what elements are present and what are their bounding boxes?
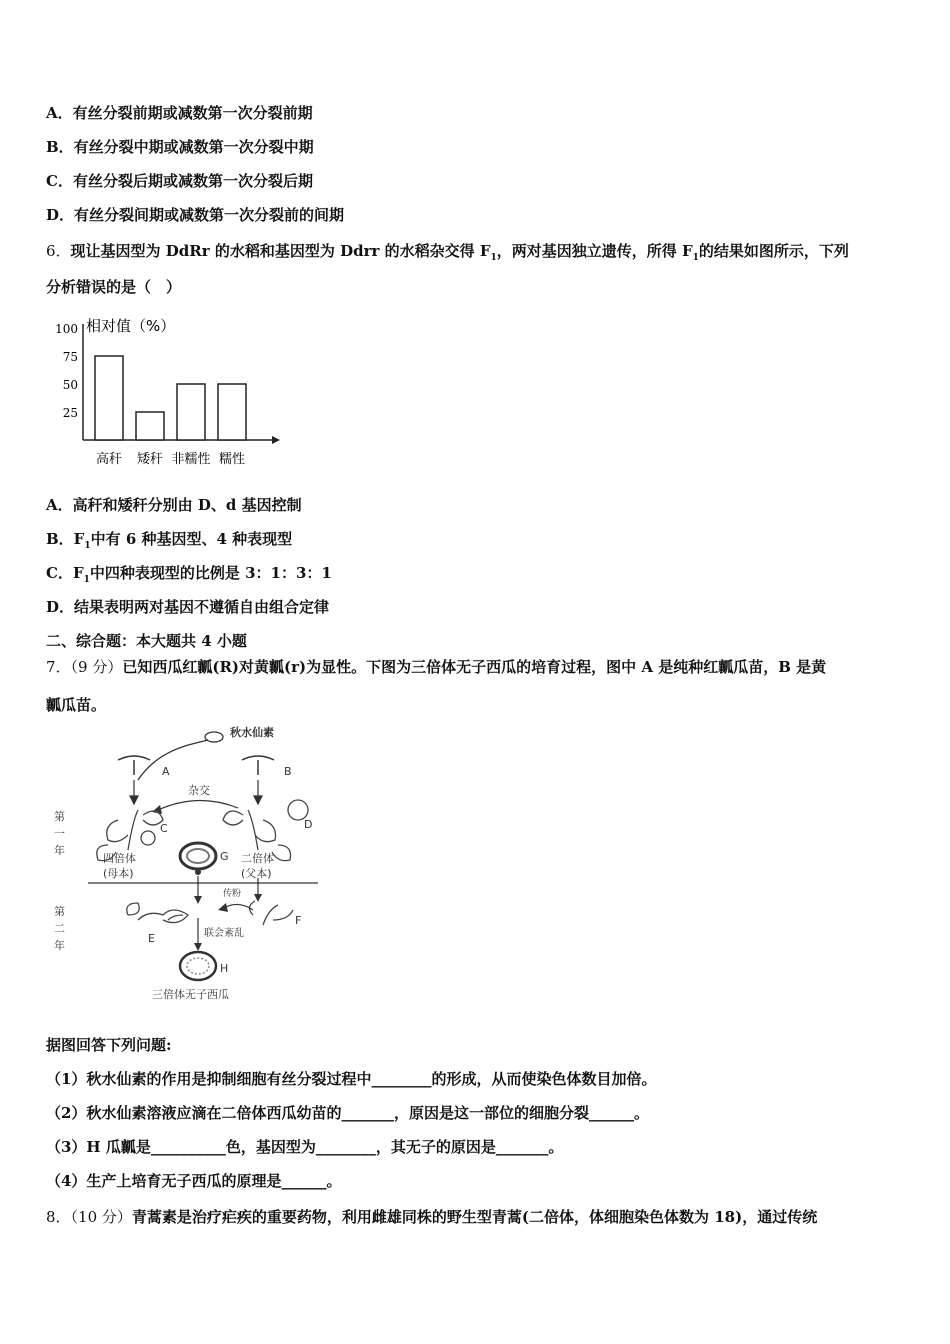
q6-stem-part-c: 的结果如图所示，下列 <box>698 242 849 260</box>
q6-number: 6． <box>46 242 71 260</box>
y-tick-label: 50 <box>62 378 78 392</box>
q7-item-1: （1）秋水仙素的作用是抑制细胞有丝分裂过程中________的形成，从而使染色体数目加倍。 <box>46 1070 657 1088</box>
q6-bar-chart <box>40 310 290 475</box>
q5-option-b: B．有丝分裂中期或减数第一次分裂中期 <box>46 138 314 156</box>
q7-score: （9 分） <box>70 658 123 676</box>
bar <box>136 412 164 440</box>
label-pollination: 传粉 <box>223 889 242 899</box>
label-mother: (母本) <box>103 867 134 880</box>
q5-option-c: C．有丝分裂后期或减数第一次分裂后期 <box>46 172 313 190</box>
label-a: A <box>162 765 170 778</box>
bar <box>95 356 123 440</box>
x-category-label: 糯性 <box>218 452 246 467</box>
x-axis-arrow-icon <box>272 436 280 444</box>
seedling-b-icon <box>242 756 274 775</box>
seedling-a-icon <box>118 756 150 775</box>
plant-f-icon <box>249 901 293 925</box>
pollination-arrow-icon <box>224 904 253 910</box>
label-cross: 杂交 <box>188 784 210 797</box>
q7-number: 7． <box>46 658 71 676</box>
q6-option-c-pre: C．F <box>46 564 84 582</box>
label-diploid: 二倍体 <box>241 852 274 865</box>
watermelon-h-icon <box>180 952 216 980</box>
q6-stem-line2: 分析错误的是（ ） <box>46 278 182 296</box>
label-b: B <box>284 765 292 778</box>
q6-stem-part-b: ，两对基因独立遗传，所得 F <box>496 242 693 260</box>
x-category-label: 矮秆 <box>136 452 164 467</box>
year2-label <box>54 905 65 952</box>
label-result: 三倍体无子西瓜 <box>152 988 229 1001</box>
label-f: F <box>295 914 302 927</box>
label-e: E <box>148 932 155 945</box>
year1-char: 年 <box>54 844 65 857</box>
q6-option-c-post: 中四种表现型的比例是 3：1：3：1 <box>89 564 332 582</box>
q7-item-2: （2）秋水仙素溶液应滴在二倍体西瓜幼苗的_______，原因是这一部位的细胞分裂______。 <box>46 1104 649 1122</box>
q6-option-b <box>46 528 292 551</box>
q6-stem-line1 <box>46 240 849 263</box>
q6-subscript: 1 <box>84 541 91 551</box>
q6-stem-part-a: 现让基因型为 DdRr 的水稻和基因型为 Ddrr 的水稻杂交得 F <box>70 242 491 260</box>
q7-prompt: 据图回答下列问题: <box>46 1036 172 1054</box>
q6-option-b-post: 中有 6 种基因型、4 种表现型 <box>90 530 293 548</box>
bar <box>218 384 246 440</box>
label-g: G <box>220 850 229 863</box>
watermelon-g-icon <box>180 843 216 869</box>
year2-char: 第 <box>54 905 65 918</box>
chart-title: 相对值（%） <box>86 317 176 335</box>
q7-stem-text: 已知西瓜红瓤(R)对黄瓤(r)为显性。下图为三倍体无子西瓜的培育过程，图中 A 是纯种红瓤瓜苗，B 是黄 <box>122 658 827 676</box>
q8-number: 8． <box>46 1208 71 1226</box>
section-heading: 二、综合题：本大题共 4 小题 <box>46 632 247 650</box>
label-tetraploid: 四倍体 <box>103 852 136 865</box>
label-c: C <box>160 822 168 835</box>
year2-char: 二 <box>54 922 65 935</box>
x-category-label: 高秆 <box>95 452 123 467</box>
year1-char: 第 <box>54 810 65 823</box>
q8-stem-line1 <box>46 1206 817 1227</box>
cross-arrow-icon <box>158 800 238 810</box>
q6-subscript: 1 <box>490 253 497 263</box>
year1-label <box>54 810 65 857</box>
x-category-label: 非糯性 <box>171 452 211 467</box>
q6-subscript: 1 <box>692 253 699 263</box>
label-d: D <box>304 818 313 831</box>
bar <box>177 384 205 440</box>
dropper-icon <box>138 732 223 780</box>
plant-e-icon <box>127 903 188 923</box>
q5-option-a: A．有丝分裂前期或减数第一次分裂前期 <box>46 104 313 122</box>
q8-score: （10 分） <box>70 1208 132 1226</box>
q7-stem-line1 <box>46 656 826 677</box>
y-tick-label: 75 <box>62 350 78 364</box>
q6-option-c <box>46 562 332 585</box>
year1-char: 一 <box>54 827 65 840</box>
q7-item-3: （3）H 瓜瓤是__________色，基因型为________，其无子的原因是_______。 <box>46 1138 564 1156</box>
q5-option-d: D．有丝分裂间期或减数第一次分裂前的间期 <box>46 206 345 224</box>
q6-option-a: A．高秆和矮秆分别由 D、d 基因控制 <box>46 496 302 514</box>
label-father: (父本) <box>241 867 272 880</box>
label-h: H <box>220 962 229 975</box>
y-tick-label: 100 <box>55 322 78 336</box>
year2-char: 年 <box>54 939 65 952</box>
q6-subscript: 1 <box>83 575 90 585</box>
y-tick-label: 25 <box>62 406 78 420</box>
label-colchicine: 秋水仙素 <box>230 726 274 739</box>
q6-option-b-pre: B．F <box>46 530 85 548</box>
q7-item-4: （4）生产上培育无子西瓜的原理是______。 <box>46 1172 342 1190</box>
label-chaos: 联会紊乱 <box>204 928 244 939</box>
q7-breeding-diagram <box>48 720 348 1005</box>
q6-option-d: D．结果表明两对基因不遵循自由组合定律 <box>46 598 330 616</box>
q7-stem-line2: 瓤瓜苗。 <box>46 696 107 714</box>
q8-stem-text: 青蒿素是治疗疟疾的重要药物，利用雌雄同株的野生型青蒿(二倍体，体细胞染色体数为 18)，通过传统 <box>131 1208 818 1226</box>
